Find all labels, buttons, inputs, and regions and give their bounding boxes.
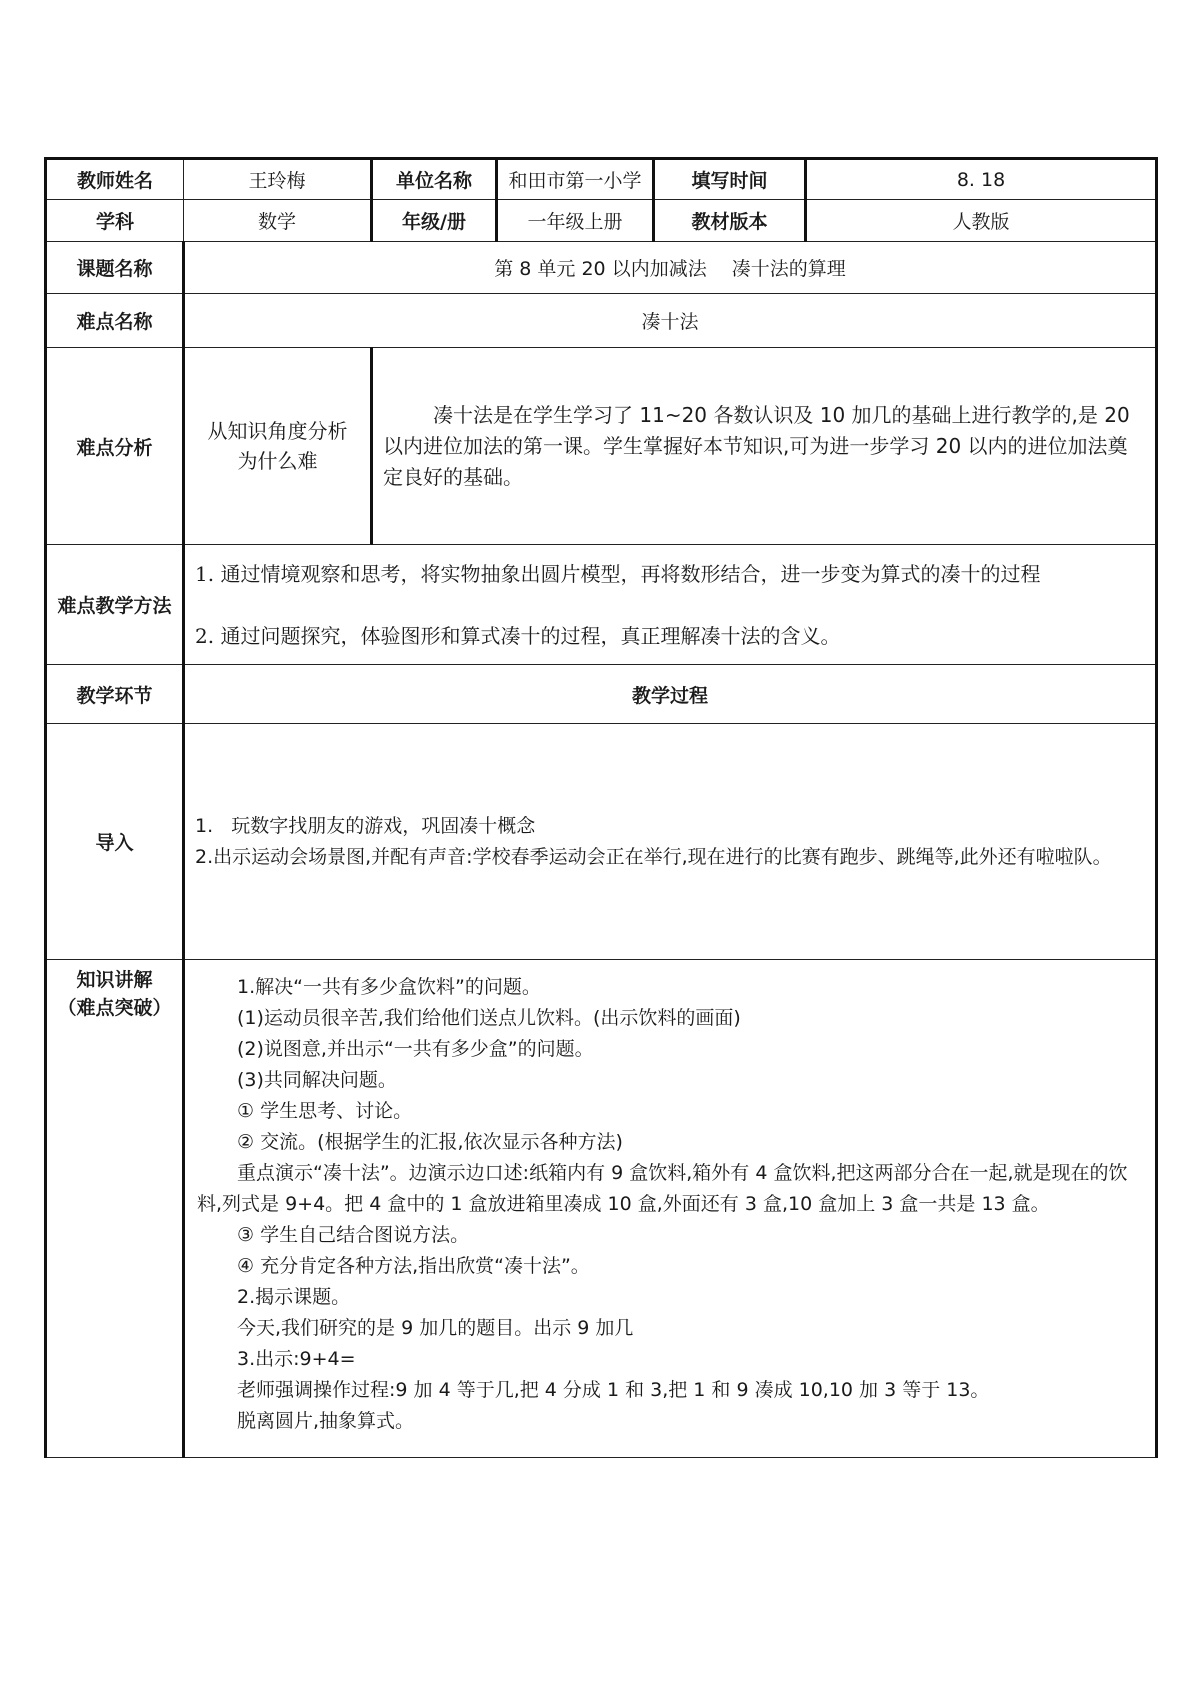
fill-date-value: 8. 18 bbox=[806, 159, 1157, 200]
subject-label: 学科 bbox=[46, 200, 184, 242]
edition-value: 人教版 bbox=[806, 200, 1157, 242]
knowledge-row bbox=[46, 960, 1157, 1458]
analysis-text: 凑十法是在学生学习了 11~20 各数认识及 10 加几的基础上进行教学的,是 20 以内进位加法的第一课。学生掌握好本节知识,可为进一步学习 20 以内的进位加法奠定良好的基础。 bbox=[383, 402, 1130, 489]
header-row-2 bbox=[46, 200, 1157, 242]
analysis-sub-label: 从知识角度分析为什么难 bbox=[207, 419, 348, 473]
lesson-plan-document bbox=[44, 157, 1155, 1458]
knowledge-line-12: 3.出示:9+4= bbox=[237, 1348, 356, 1370]
knowledge-line-6: ② 交流。(根据学生的汇报,依次显示各种方法) bbox=[237, 1131, 623, 1153]
knowledge-line-4: (3)共同解决问题。 bbox=[237, 1069, 397, 1091]
unit-name-value: 和田市第一小学 bbox=[497, 159, 654, 200]
analysis-text-cell bbox=[372, 348, 1157, 545]
knowledge-line-13: 老师强调操作过程:9 加 4 等于几,把 4 分成 1 和 3,把 1 和 9 凑成 10,10 加 3 等于 13。 bbox=[237, 1379, 990, 1401]
topic-value: 第 8 单元 20 以内加减法 凑十法的算理 bbox=[184, 242, 1157, 294]
knowledge-line-14: 脱离圆片,抽象算式。 bbox=[237, 1410, 415, 1432]
teacher-name-value: 王玲梅 bbox=[184, 159, 372, 200]
analysis-label: 难点分析 bbox=[46, 348, 184, 545]
knowledge-line-9: ④ 充分肯定各种方法,指出欣赏“凑十法”。 bbox=[237, 1255, 590, 1277]
grade-value: 一年级上册 bbox=[497, 200, 654, 242]
method-item-2: 2. 通过问题探究，体验图形和算式凑十的过程，真正理解凑十法的含义。 bbox=[195, 623, 841, 648]
unit-name-label: 单位名称 bbox=[372, 159, 497, 200]
knowledge-line-2: (1)运动员很辛苦,我们给他们送点儿饮料。(出示饮料的画面) bbox=[237, 1007, 741, 1029]
knowledge-line-11: 今天,我们研究的是 9 加几的题目。出示 9 加几 bbox=[237, 1317, 634, 1339]
analysis-row bbox=[46, 348, 1157, 545]
methods-row bbox=[46, 545, 1157, 665]
knowledge-line-5: ① 学生思考、讨论。 bbox=[237, 1100, 413, 1122]
knowledge-line-3: (2)说图意,并出示“一共有多少盒”的问题。 bbox=[237, 1038, 594, 1060]
difficulty-value: 凑十法 bbox=[184, 294, 1157, 348]
knowledge-label bbox=[47, 960, 182, 1022]
teacher-name-label: 教师姓名 bbox=[46, 159, 184, 200]
methods-cell bbox=[184, 545, 1157, 665]
methods-list bbox=[185, 559, 1155, 651]
difficulty-row bbox=[46, 294, 1157, 348]
knowledge-line-7: 重点演示“凑十法”。边演示边口述:纸箱内有 9 盒饮料,箱外有 4 盒饮料,把这两部分合在一起,就是现在的饮料,列式是 9+4。把 4 盒中的 1 盒放进箱里凑成 10 盒,外面还有 3 盒,10 盒加上 3 盒一共是 13 盒。 bbox=[197, 1162, 1128, 1215]
fill-date-label: 填写时间 bbox=[654, 159, 806, 200]
process-title: 教学过程 bbox=[184, 665, 1157, 724]
method-item-1: 1. 通过情境观察和思考，将实物抽象出圆片模型，再将数形结合，进一步变为算式的凑十的过程 bbox=[195, 561, 1041, 586]
intro-line-2: 2.出示运动会场景图,并配有声音:学校春季运动会正在举行,现在进行的比赛有跑步、跳绳等,此外还有啦啦队。 bbox=[195, 845, 1112, 868]
intro-row bbox=[46, 724, 1157, 960]
knowledge-label-cell bbox=[46, 960, 184, 1458]
difficulty-label: 难点名称 bbox=[46, 294, 184, 348]
knowledge-text bbox=[185, 960, 1155, 1437]
edition-label: 教材版本 bbox=[654, 200, 806, 242]
lesson-plan-table bbox=[44, 157, 1158, 1458]
knowledge-cell bbox=[184, 960, 1157, 1458]
knowledge-label-line-2: （难点突破） bbox=[57, 997, 172, 1019]
intro-line-1: 1. 玩数字找朋友的游戏，巩固凑十概念 bbox=[195, 814, 536, 837]
knowledge-line-1: 1.解决“一共有多少盒饮料”的问题。 bbox=[237, 976, 541, 998]
analysis-sub-label-cell bbox=[184, 348, 372, 545]
intro-cell bbox=[184, 724, 1157, 960]
topic-label: 课题名称 bbox=[46, 242, 184, 294]
intro-label: 导入 bbox=[46, 724, 184, 960]
process-stage-label: 教学环节 bbox=[46, 665, 184, 724]
intro-text bbox=[185, 811, 1155, 873]
knowledge-line-10: 2.揭示课题。 bbox=[237, 1286, 351, 1308]
process-header-row bbox=[46, 665, 1157, 724]
topic-row bbox=[46, 242, 1157, 294]
knowledge-label-line-1: 知识讲解 bbox=[76, 969, 153, 991]
knowledge-line-8: ③ 学生自己结合图说方法。 bbox=[237, 1224, 470, 1246]
subject-value: 数学 bbox=[184, 200, 372, 242]
grade-label: 年级/册 bbox=[372, 200, 497, 242]
methods-label: 难点教学方法 bbox=[46, 545, 184, 665]
header-row-1 bbox=[46, 159, 1157, 200]
